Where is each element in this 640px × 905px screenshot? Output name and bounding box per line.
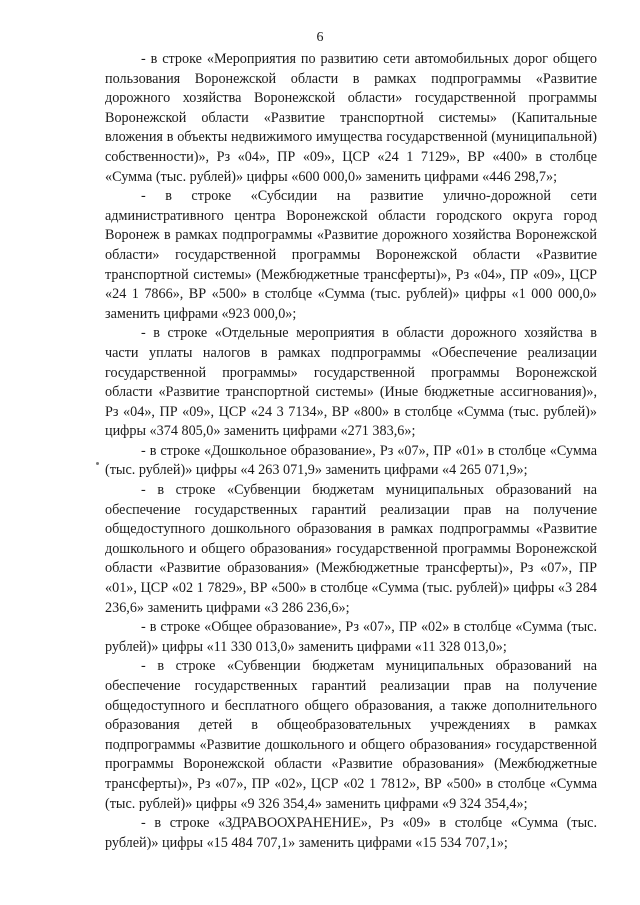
paragraph: - в строке «Дошкольное образование», Рз «07», ПР «01» в столбце «Сумма (тыс. рублей)» цифры «4 263 071,9» заменить цифрами «4 265 071,9»; bbox=[105, 442, 597, 479]
paragraph: - в строке «Субвенции бюджетам муниципальных образований на обеспечение государственных гарантий реализации прав на получение общедоступного дошкольного образования в рамках подпрограммы «Развитие дошкольного и общего образования» государственной программы Воронежской области «Развитие образования» (Межбюджетные трансферты)», Рз «07», ПР «01», ЦСР «02 1 7829», ВР «500» в столбце «Сумма (тыс. рублей)» цифры «3 284 236,6» заменить цифрами «3 286 236,6»; bbox=[105, 482, 597, 616]
document-body bbox=[105, 50, 597, 853]
page-number: 6 bbox=[316, 30, 324, 45]
paragraph: - в строке «Отдельные мероприятия в области дорожного хозяйства в части уплаты налогов в рамках подпрограммы «Обеспечение реализации государственной программы» государственной программы Воронежской области «Развитие транспортной системы» (Иные бюджетные ассигнования)», Рз «04», ПР «09», ЦСР «24 3 7134», ВР «800» в столбце «Сумма (тыс. рублей)» цифры «374 805,0» заменить цифрами «271 383,6»; bbox=[105, 325, 597, 440]
paragraph: - в строке «Субсидии на развитие улично-дорожной сети административного центра Воронежской области городского округа город Воронеж в рамках подпрограммы «Развитие дорожного хозяйства Воронежской области» государственной программы Воронежской области «Развитие транспортной системы» (Межбюджетные трансферты)», Рз «04», ПР «09», ЦСР «24 1 7866», ВР «500» в столбце «Сумма (тыс. рублей)» цифры «1 000 000,0» заменить цифрами «923 000,0»; bbox=[105, 188, 597, 322]
paragraph: - в строке «Мероприятия по развитию сети автомобильных дорог общего пользования Воронежской области в рамках подпрограммы «Развитие дорожного хозяйства Воронежской области» государственной программы Воронежской области «Развитие транспортной системы» (Капитальные вложения в объекты недвижимого имущества государственной (муниципальной) собственности)», Рз «04», ПР «09», ЦСР «24 1 7129», ВР «400» в столбце «Сумма (тыс. рублей)» цифры «600 000,0» заменить цифрами «446 298,7»; bbox=[105, 51, 597, 185]
scan-artifact bbox=[96, 462, 99, 465]
paragraph: - в строке «ЗДРАВООХРАНЕНИЕ», Рз «09» в столбце «Сумма (тыс. рублей)» цифры «15 484 707,1» заменить цифрами «15 534 707,1»; bbox=[105, 815, 597, 851]
paragraph: - в строке «Субвенции бюджетам муниципальных образований на обеспечение государственных гарантий реализации прав на получение общедоступного и бесплатного общего образования, а также дополнительного образования детей в общеобразовательных учреждениях в рамках подпрограммы «Развитие дошкольного и общего образования» государственной программы Воронежской области «Развитие образования» (Межбюджетные трансферты)», Рз «07», ПР «02», ЦСР «02 1 7812», ВР «500» в столбце «Сумма (тыс. рублей)» цифры «9 326 354,4» заменить цифрами «9 324 354,4»; bbox=[105, 658, 597, 812]
paragraph: - в строке «Общее образование», Рз «07», ПР «02» в столбце «Сумма (тыс. рублей)» цифры «11 330 013,0» заменить цифрами «11 328 013,0»; bbox=[105, 619, 597, 655]
